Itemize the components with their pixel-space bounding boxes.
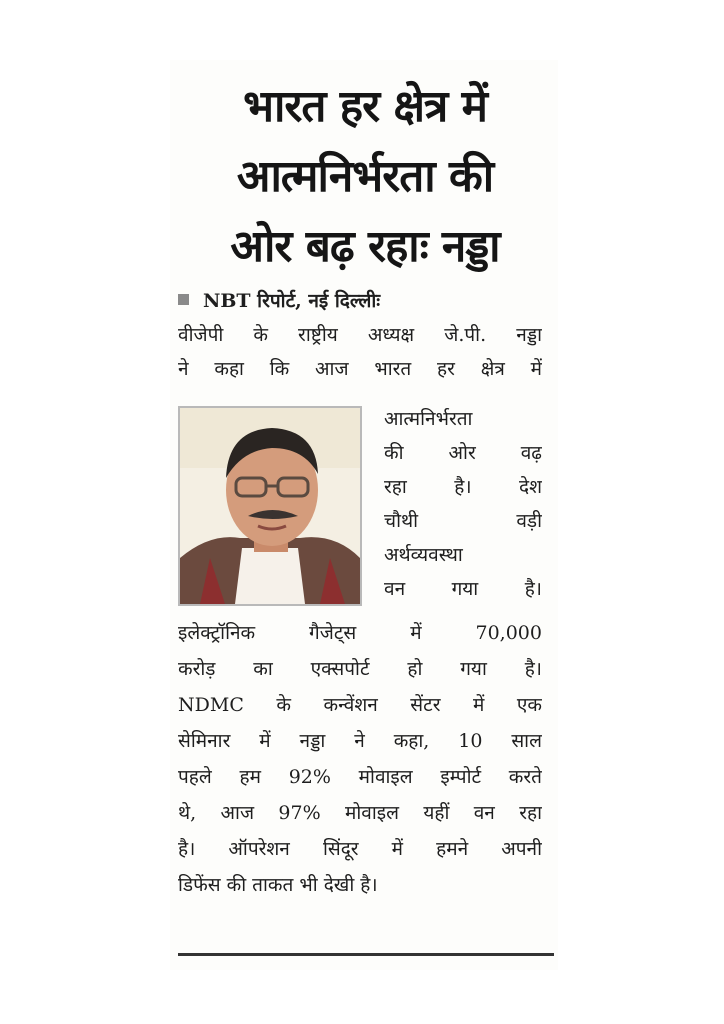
- body-line: इलेक्ट्रॉनिक गैजेट्स में 70,000: [178, 622, 542, 644]
- headline-line-1: भारत हर क्षेत्र में: [243, 81, 487, 132]
- headline-line-3: ओर बढ़ रहाः नड्डा: [230, 221, 500, 272]
- dateline-text: NBT रिपोर्ट, नई दिल्लीः: [203, 290, 381, 312]
- body-line: ने कहा कि आज भारत हर क्षेत्र में: [178, 358, 542, 380]
- body-line: डिफेंस की ताकत भी देखी है।: [178, 874, 378, 896]
- headline-line-2: आत्मनिर्भरता की: [236, 151, 494, 202]
- headline: [180, 72, 550, 282]
- side-line: रहा है। देश: [384, 476, 542, 498]
- body-line: है। ऑपरेशन सिंदूर में हमने अपनी: [178, 838, 542, 860]
- bottom-rule: [178, 953, 554, 956]
- portrait-photo-icon: [180, 408, 360, 604]
- body-line: वीजेपी के राष्ट्रीय अध्यक्ष जे.पी. नड्डा: [178, 324, 542, 346]
- side-line: की ओर वढ़: [384, 442, 542, 464]
- body-line: सेमिनार में नड्डा ने कहा, 10 साल: [178, 730, 542, 752]
- side-line: आत्मनिर्भरता: [384, 408, 473, 430]
- body-line: करोड़ का एक्सपोर्ट हो गया है।: [178, 658, 542, 680]
- body-line: NDMC के कन्वेंशन सेंटर में एक: [178, 694, 542, 716]
- body-line: थे, आज 97% मोवाइल यहीं वन रहा: [178, 802, 542, 824]
- body-line: पहले हम 92% मोवाइल इम्पोर्ट करते: [178, 766, 542, 788]
- portrait-photo: [178, 406, 362, 606]
- dateline: [178, 284, 542, 318]
- side-line: अर्थव्यवस्था: [384, 544, 463, 566]
- bullet-square-icon: [178, 294, 189, 305]
- side-line: वन गया है।: [384, 578, 542, 600]
- side-line: चौथी वड़ी: [384, 510, 542, 532]
